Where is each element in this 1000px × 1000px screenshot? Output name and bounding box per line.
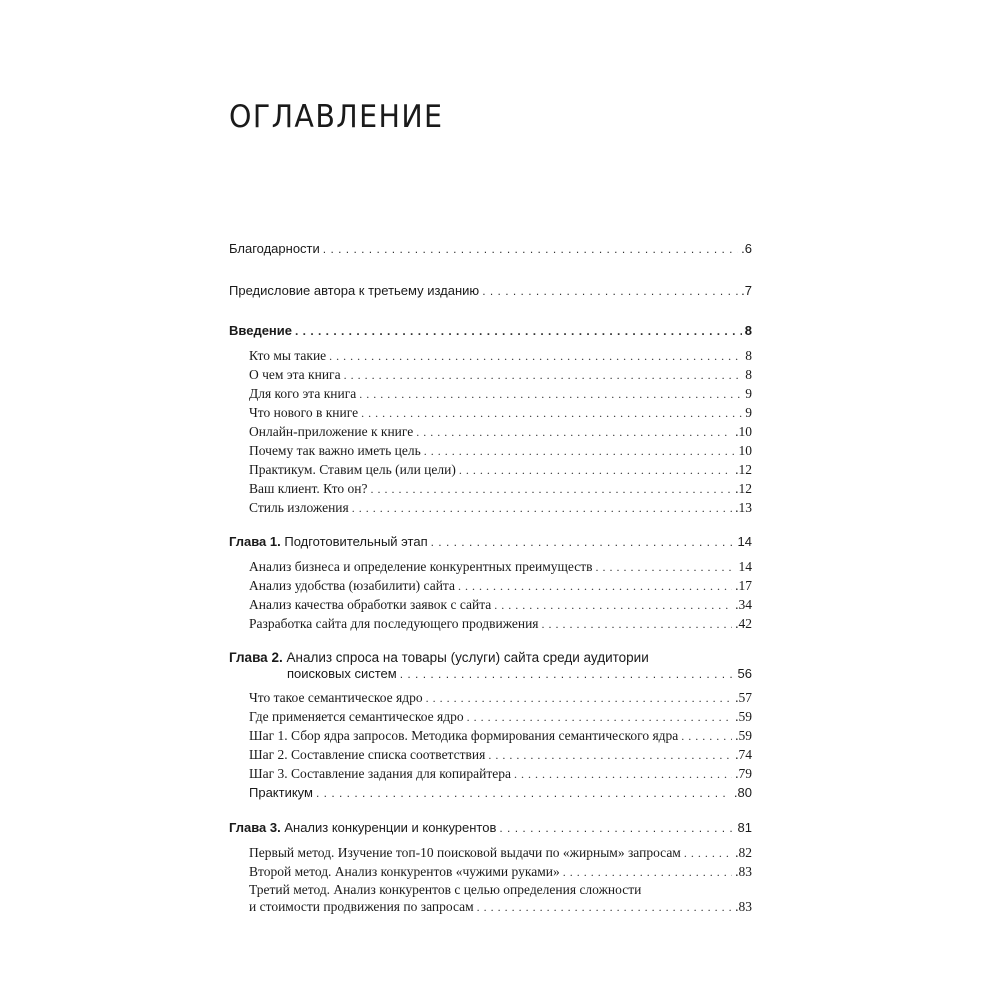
toc-item[interactable] [249,597,752,613]
toc-item[interactable] [249,559,752,575]
chapter-page: 56 [737,666,752,681]
toc-item[interactable] [249,578,752,594]
toc-item-label: Первый метод. Изучение топ-10 поисковой выдачи по «жирным» запросам [249,845,681,860]
dot-leader [344,367,743,383]
dot-leader [499,820,734,836]
dot-leader [477,899,732,915]
toc-item-page: 8 [745,367,752,382]
toc-item[interactable] [249,405,752,421]
toc-item-label: Кто мы такие [249,348,327,363]
chapter-title: Анализ конкуренции и конкурентов [284,820,497,835]
toc-item-label: Анализ удобства (юзабилити) сайта [249,578,455,593]
dot-leader [416,424,732,440]
dot-leader [295,323,742,339]
dot-leader [482,283,738,299]
toc-item-label: Ваш клиент. Кто он? [249,481,368,496]
toc-item[interactable] [249,845,752,861]
toc-item-label: Анализ качества обработки заявок с сайта [249,597,492,612]
toc-section-label: Введение [229,323,292,338]
toc-item-page: .34 [735,597,752,612]
toc-item-label: Почему так важно иметь цель [249,443,421,458]
dot-leader [467,709,733,725]
toc-item-label: Что такое семантическое ядро [249,690,423,705]
toc-chapter-2-line1[interactable] [229,650,649,666]
toc-item-label: Что нового в книге [249,405,359,420]
toc-item-page: .59 [735,709,752,724]
toc-item-page: 8 [745,348,752,363]
toc-item[interactable] [249,443,752,459]
dot-leader [352,500,732,516]
toc-item[interactable] [249,462,752,478]
toc-item-page: .12 [735,462,752,477]
toc-item-page: .57 [735,690,752,705]
toc-chapter-2[interactable] [287,666,752,682]
dot-leader [563,864,732,880]
toc-item-label: Для кого эта книга [249,386,357,401]
dot-leader [431,534,735,550]
toc-item-label: Шаг 2. Составление списка соответствия [249,747,486,762]
toc-item-page: .80 [733,785,752,800]
toc-chapter-1[interactable] [229,534,752,550]
chapter-title-cont: поисковых систем [287,666,397,681]
toc-item-page: .79 [735,766,752,781]
dot-leader [370,481,732,497]
dot-leader [400,666,735,682]
chapter-title: Подготовительный этап [284,534,428,549]
toc-item-label: Где применяется семантическое ядро [249,709,464,724]
toc-item-label: Шаг 3. Составление задания для копирайтера [249,766,511,781]
toc-item[interactable] [249,709,752,725]
toc-entry-page: .6 [741,241,752,256]
toc-entry-label: Благодарности [229,241,320,256]
toc-item[interactable] [249,367,752,383]
toc-item-page: .83 [735,899,752,914]
toc-item-label: Практикум [249,785,313,800]
toc-item[interactable] [249,500,752,516]
toc-item[interactable] [249,481,752,497]
toc-item[interactable] [249,899,752,915]
toc-item-label: Анализ бизнеса и определение конкурентных преимуществ [249,559,593,574]
dot-leader [514,766,732,782]
toc-item-page: 9 [745,386,752,401]
toc-item-label: и стоимости продвижения по запросам [249,899,474,914]
toc-item-page: 10 [738,443,752,458]
toc-entry-acknowledgements[interactable] [229,241,752,257]
toc-item[interactable] [249,616,752,632]
dot-leader [542,616,733,632]
chapter-prefix: Глава 3. [229,820,281,835]
chapter-page: 14 [737,534,752,549]
toc-entry-preface[interactable] [229,283,752,299]
toc-item-label: Практикум. Ставим цель (или цели) [249,462,456,477]
dot-leader [426,690,733,706]
chapter-title: Анализ спроса на товары (услуги) сайта среди аудитории [286,650,649,665]
toc-item-page: .83 [735,864,752,879]
toc-item-page: .42 [735,616,752,631]
toc-item-line1[interactable]: Третий метод. Анализ конкурентов с целью определения сложности [249,882,642,897]
dot-leader [681,728,732,744]
toc-item[interactable] [249,424,752,440]
toc-entry-label: Предисловие автора к третьему изданию [229,283,480,298]
toc-item-page: .12 [735,481,752,496]
dot-leader [596,559,736,575]
toc-entry-page: .7 [741,283,752,298]
toc-item-page: 14 [738,559,752,574]
toc-item[interactable] [249,348,752,364]
dot-leader [488,747,732,763]
toc-item-label: Разработка сайта для последующего продвижения [249,616,539,631]
dot-leader [323,241,738,257]
dot-leader [684,845,732,861]
toc-item-label: О чем эта книга [249,367,341,382]
toc-item[interactable] [249,690,752,706]
toc-item-page: .82 [735,845,752,860]
toc-item-label: Шаг 1. Сбор ядра запросов. Методика формирования семантического ядра [249,728,679,743]
toc-chapter-3[interactable] [229,820,752,836]
toc-item-page: .74 [735,747,752,762]
chapter-page: 81 [737,820,752,835]
toc-item-page: .10 [735,424,752,439]
chapter-prefix: Глава 2. [229,650,283,665]
toc-item-page: .59 [735,728,752,743]
toc-item-label: Второй метод. Анализ конкурентов «чужими руками» [249,864,560,879]
toc-section-intro[interactable] [229,323,752,339]
toc-item-page: .17 [735,578,752,593]
dot-leader [316,785,731,801]
toc-item[interactable] [249,785,752,801]
dot-leader [424,443,736,459]
dot-leader [361,405,742,421]
toc-item[interactable] [249,728,752,744]
toc-item[interactable] [249,766,752,782]
toc-item-page: .13 [735,500,752,515]
toc-item[interactable] [249,864,752,880]
toc-item-label: Онлайн-приложение к книге [249,424,414,439]
dot-leader [459,462,732,478]
toc-item[interactable] [249,386,752,402]
toc-item[interactable] [249,747,752,763]
toc-item-label: Стиль изложения [249,500,349,515]
dot-leader [359,386,742,402]
toc-section-page: 8 [744,323,752,338]
chapter-prefix: Глава 1. [229,534,281,549]
dot-leader [494,597,732,613]
dot-leader [458,578,732,594]
dot-leader [329,348,742,364]
page-title: ОГЛАВЛЕНИЕ [229,99,444,135]
toc-item-page: 9 [745,405,752,420]
